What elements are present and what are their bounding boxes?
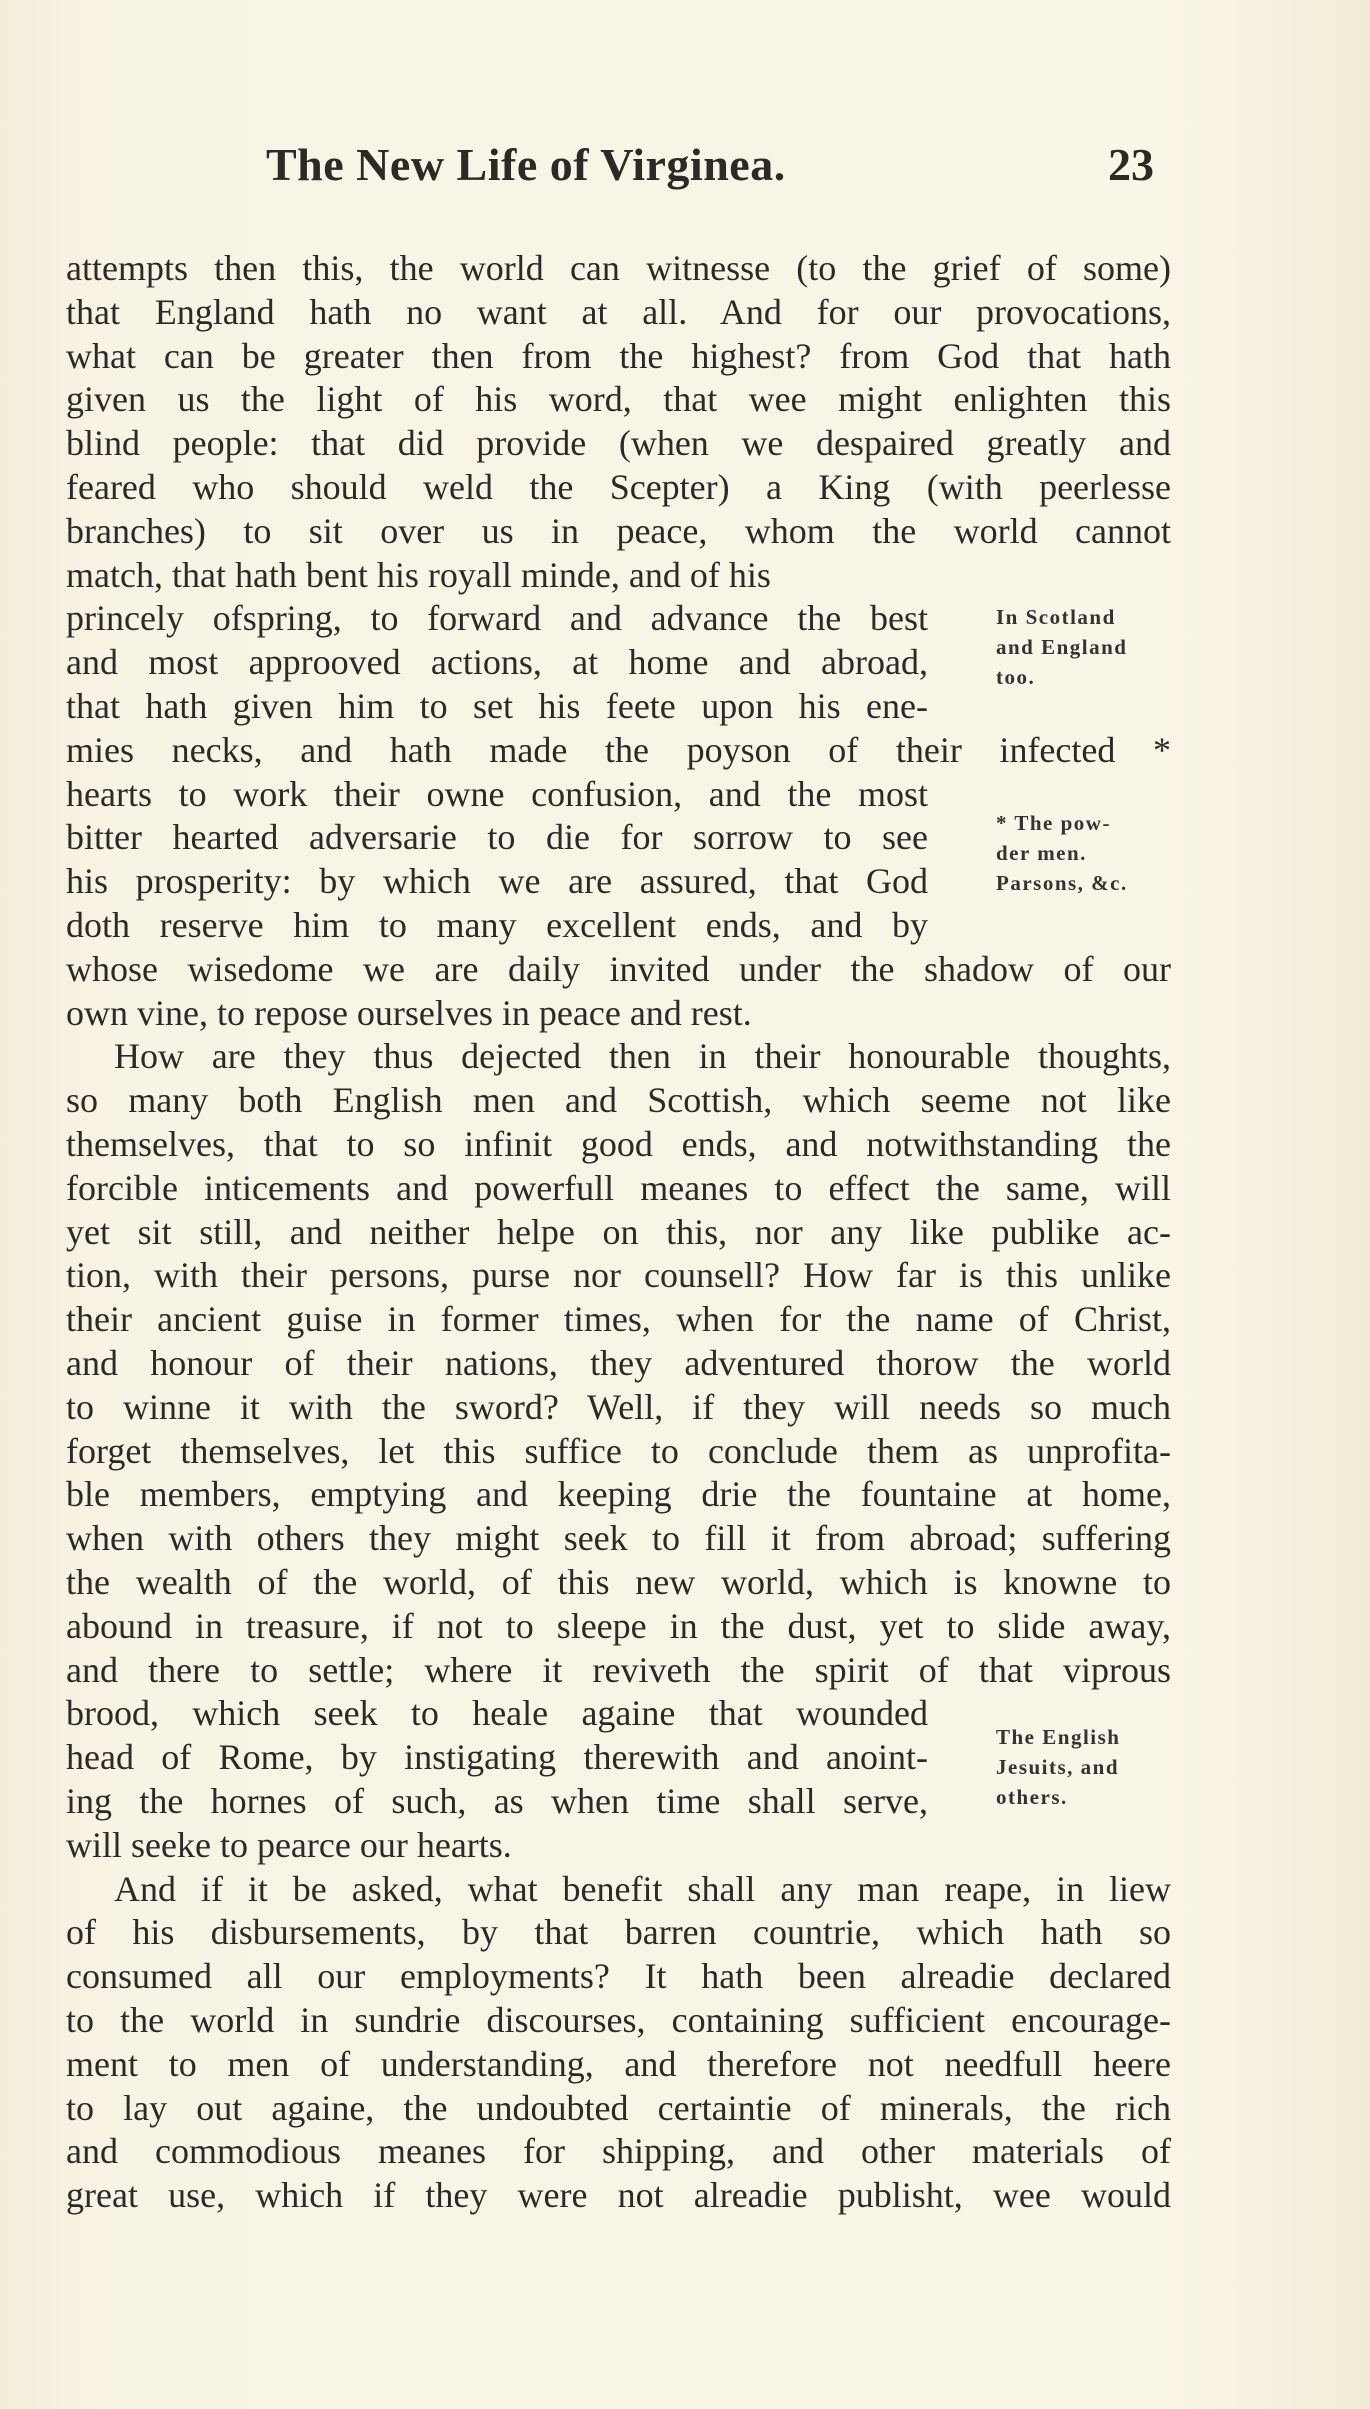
text-line: forget themselves, let this suffice to conclude them as unprofita-: [66, 1430, 1171, 1471]
text-line: brood, which seek to heale againe that wounded: [66, 1693, 928, 1734]
margin-note-line: too.: [996, 665, 1036, 689]
text-line: what can be greater then from the highest? from God that hath: [66, 335, 1171, 376]
text-line: yet sit still, and neither helpe on this, nor any like publike ac-: [66, 1211, 1171, 1252]
text-line: tion, with their persons, purse nor counsell? How far is this unlike: [66, 1255, 1171, 1296]
text-line: hearts to work their owne confusion, and the most: [66, 773, 928, 814]
text-line: to the world in sundrie discourses, containing sufficient encourage-: [66, 2000, 1171, 2040]
text-line: of his disbursements, by that barren countrie, which hath so: [66, 1912, 1171, 1953]
margin-note-powder-men: [996, 808, 1172, 898]
text-line: match, that hath bent his royall minde, and of his: [66, 554, 771, 595]
text-line: ment to men of understanding, and therefore not needfull heere: [66, 2043, 1171, 2084]
text-line: How are they thus dejected then in their honourable thoughts,: [114, 1036, 1171, 1077]
text-line: blind people: that did provide (when we despaired greatly and: [66, 423, 1171, 464]
text-line: the wealth of the world, of this new world, which is knowne to: [66, 1562, 1171, 1602]
text-line: princely ofspring, to forward and advance the best: [66, 598, 928, 639]
text-line: ing the hornes of such, as when time shall serve,: [66, 1781, 928, 1821]
text-line: And if it be asked, what benefit shall any man reape, in liew: [114, 1868, 1171, 1909]
margin-note-line: * The pow-: [996, 811, 1111, 835]
margin-note-jesuits: [996, 1722, 1172, 1812]
margin-note-line: The English: [996, 1725, 1121, 1749]
text-line: abound in treasure, if not to sleepe in the dust, yet to slide away,: [66, 1605, 1171, 1646]
text-line: to winne it with the sword? Well, if they will needs so much: [66, 1386, 1171, 1427]
text-line: so many both English men and Scottish, which seeme not like: [66, 1080, 1171, 1121]
text-line: and there to settle; where it reviveth the spirit of that viprous: [66, 1649, 1171, 1690]
running-header-title: The New Life of Virginea.: [266, 139, 786, 190]
text-line: forcible inticements and powerfull meanes to effect the same, will: [66, 1167, 1171, 1208]
text-line: and most approoved actions, at home and abroad,: [66, 642, 928, 683]
text-line: great use, which if they were not alreadie publisht, wee would: [66, 2175, 1171, 2216]
margin-note-line: der men.: [996, 841, 1087, 865]
text-line: their ancient guise in former times, when for the name of Christ,: [66, 1299, 1171, 1340]
text-line: whose wisedome we are daily invited under the shadow of our: [66, 948, 1171, 989]
margin-note-line: Jesuits, and: [996, 1755, 1120, 1779]
text-line: ble members, emptying and keeping drie the fountaine at home,: [66, 1474, 1171, 1515]
text-line: themselves, that to so infinit good ends, and notwithstanding the: [66, 1124, 1171, 1164]
text-line: doth reserve him to many excellent ends, and by: [66, 905, 928, 945]
text-line: that England hath no want at all. And for our provocations,: [66, 291, 1171, 332]
page-number: 23: [1108, 139, 1154, 190]
text-line: given us the light of his word, that wee might enlighten this: [66, 379, 1171, 420]
text-line: feared who should weld the Scepter) a King (with peerlesse: [66, 467, 1171, 507]
margin-note-line: others.: [996, 1785, 1068, 1809]
text-line: when with others they might seek to fill it from abroad; suffering: [66, 1518, 1171, 1559]
text-line: consumed all our employments? It hath been alreadie declared: [66, 1956, 1171, 1997]
text-line: mies necks, and hath made the poyson of their infected *: [66, 729, 1171, 770]
margin-note-line: In Scotland: [996, 605, 1116, 629]
text-line: his prosperity: by which we are assured, that God: [66, 861, 928, 902]
text-line: own vine, to repose ourselves in peace and rest.: [66, 992, 752, 1033]
margin-note-line: Parsons, &c.: [996, 871, 1128, 895]
text-line: head of Rome, by instigating therewith and anoint-: [66, 1737, 928, 1778]
text-line: that hath given him to set his feete upon his ene-: [66, 686, 928, 726]
margin-note-line: and England: [996, 635, 1128, 659]
margin-note-scotland: [996, 602, 1172, 692]
text-line: branches) to sit over us in peace, whom the world cannot: [66, 510, 1171, 551]
text-line: bitter hearted adversarie to die for sorrow to see: [66, 817, 928, 858]
text-line: and commodious meanes for shipping, and other materials of: [66, 2131, 1171, 2172]
text-line: and honour of their nations, they adventured thorow the world: [66, 1343, 1171, 1383]
text-line: will seeke to pearce our hearts.: [66, 1824, 512, 1865]
text-line: attempts then this, the world can witnesse (to the grief of some): [66, 248, 1171, 288]
text-line: to lay out againe, the undoubted certaintie of minerals, the rich: [66, 2087, 1171, 2128]
